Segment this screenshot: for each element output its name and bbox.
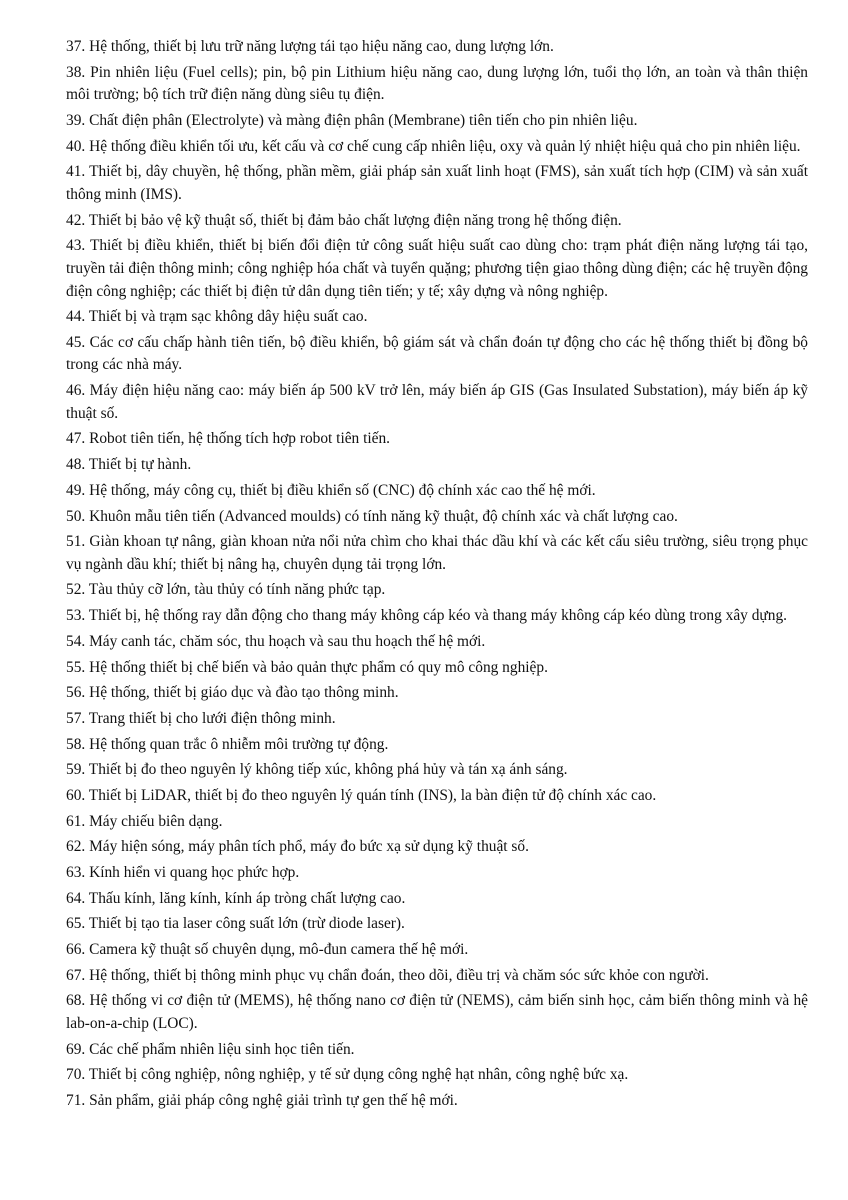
list-item: 55. Hệ thống thiết bị chế biến và bảo quản thực phẩm có quy mô công nghiệp. [66,658,548,676]
list-item: 61. Máy chiếu biên dạng. [66,812,223,830]
list-item: 69. Các chế phẩm nhiên liệu sinh học tiên tiến. [66,1040,355,1058]
list-item: 44. Thiết bị và trạm sạc không dây hiệu suất cao. [66,308,368,326]
list-item: 52. Tàu thủy cỡ lớn, tàu thủy có tính năng phức tạp. [66,581,386,599]
list-item: 67. Hệ thống, thiết bị thông minh phục vụ chẩn đoán, theo dõi, điều trị và chăm sóc sức khỏe con người. [66,966,709,984]
list-item: 53. Thiết bị, hệ thống ray dẫn động cho thang máy không cáp kéo và thang máy không cáp kéo dùng trong xây dựng. [66,607,787,625]
list-item: 59. Thiết bị đo theo nguyên lý không tiếp xúc, không phá hủy và tán xạ ánh sáng. [66,761,568,779]
list-item: 41. Thiết bị, dây chuyền, hệ thống, phần mềm, giải pháp sản xuất linh hoạt (FMS), sản xuất tích hợp (CIM) và sản xuất thông minh (IMS). [66,163,808,203]
list-item: 57. Trang thiết bị cho lưới điện thông minh. [66,709,336,727]
list-item: 62. Máy hiện sóng, máy phân tích phổ, máy đo bức xạ sử dụng kỹ thuật số. [66,838,529,856]
list-item: 42. Thiết bị bảo vệ kỹ thuật số, thiết bị đảm bảo chất lượng điện năng trong hệ thống điện. [66,211,622,229]
list-item: 68. Hệ thống vi cơ điện tử (MEMS), hệ thống nano cơ điện tử (NEMS), cảm biến sinh học, cảm biến thông minh và hệ lab-on-a-chip (LOC). [66,992,808,1033]
list-item: 65. Thiết bị tạo tia laser công suất lớn (trừ diode laser). [66,915,405,933]
list-item: 56. Hệ thống, thiết bị giáo dục và đào tạo thông minh. [66,684,399,702]
list-item: 51. Giàn khoan tự nâng, giàn khoan nửa nổi nửa chìm cho khai thác dầu khí và các kết cấu siêu trường, siêu trọng phục vụ ngành dầu khí; thiết bị nâng hạ, chuyên dụng tải trọng lớn. [66,533,808,573]
list-item: 71. Sản phẩm, giải pháp công nghệ giải trình tự gen thế hệ mới. [66,1092,458,1110]
list-item: 49. Hệ thống, máy công cụ, thiết bị điều khiển số (CNC) độ chính xác cao thế hệ mới. [66,481,596,499]
list-item: 38. Pin nhiên liệu (Fuel cells); pin, bộ pin Lithium hiệu năng cao, dung lượng lớn, tuổi thọ lớn, an toàn và thân thiện môi trường; bộ tích trữ điện năng dùng siêu tụ điện. [66,63,808,104]
list-item: 45. Các cơ cấu chấp hành tiên tiến, bộ điều khiển, bộ giám sát và chẩn đoán tự động cho các hệ thống thiết bị đồng bộ trong các nhà máy. [66,333,808,374]
list-item: 58. Hệ thống quan trắc ô nhiễm môi trường tự động. [66,735,389,753]
list-item: 43. Thiết bị điều khiển, thiết bị biến đổi điện tử công suất hiệu suất cao dùng cho: trạm phát điện năng lượng tái tạo, truyền tải điện thông minh; công nghiệp hóa chất và tuyển quặng; phương tiện giao thông dùng điện; các hệ truyền động điện công nghiệp; các thiết bị điện tử dân dụng tiên tiến; y tế; xây dựng và nông nghiệp. [66,237,808,300]
list-item: 60. Thiết bị LiDAR, thiết bị đo theo nguyên lý quán tính (INS), la bàn điện tử độ chính xác cao. [66,786,657,804]
list-item: 50. Khuôn mẫu tiên tiến (Advanced moulds) có tính năng kỹ thuật, độ chính xác và chất lượng cao. [66,507,678,525]
document-page [66,36,808,1116]
list-item: 40. Hệ thống điều khiển tối ưu, kết cấu và cơ chế cung cấp nhiên liệu, oxy và quản lý nhiệt hiệu quả cho pin nhiên liệu. [66,137,801,155]
list-item: 66. Camera kỹ thuật số chuyên dụng, mô-đun camera thế hệ mới. [66,941,469,959]
list-item: 70. Thiết bị công nghiệp, nông nghiệp, y tế sử dụng công nghệ hạt nhân, công nghệ bức xạ. [66,1066,629,1084]
list-item: 37. Hệ thống, thiết bị lưu trữ năng lượng tái tạo hiệu năng cao, dung lượng lớn. [66,38,554,55]
list-item: 54. Máy canh tác, chăm sóc, thu hoạch và sau thu hoạch thế hệ mới. [66,632,486,650]
list-item: 47. Robot tiên tiến, hệ thống tích hợp robot tiên tiến. [66,430,391,448]
list-item: 39. Chất điện phân (Electrolyte) và màng điện phân (Membrane) tiên tiến cho pin nhiên liệu. [66,111,638,129]
list-item: 63. Kính hiển vi quang học phức hợp. [66,864,300,882]
list-item: 46. Máy điện hiệu năng cao: máy biến áp 500 kV trở lên, máy biến áp GIS (Gas Insulated Substation), máy biến áp kỹ thuật số. [66,382,808,422]
list-item: 48. Thiết bị tự hành. [66,456,192,474]
list-item: 64. Thấu kính, lăng kính, kính áp tròng chất lượng cao. [66,889,406,907]
